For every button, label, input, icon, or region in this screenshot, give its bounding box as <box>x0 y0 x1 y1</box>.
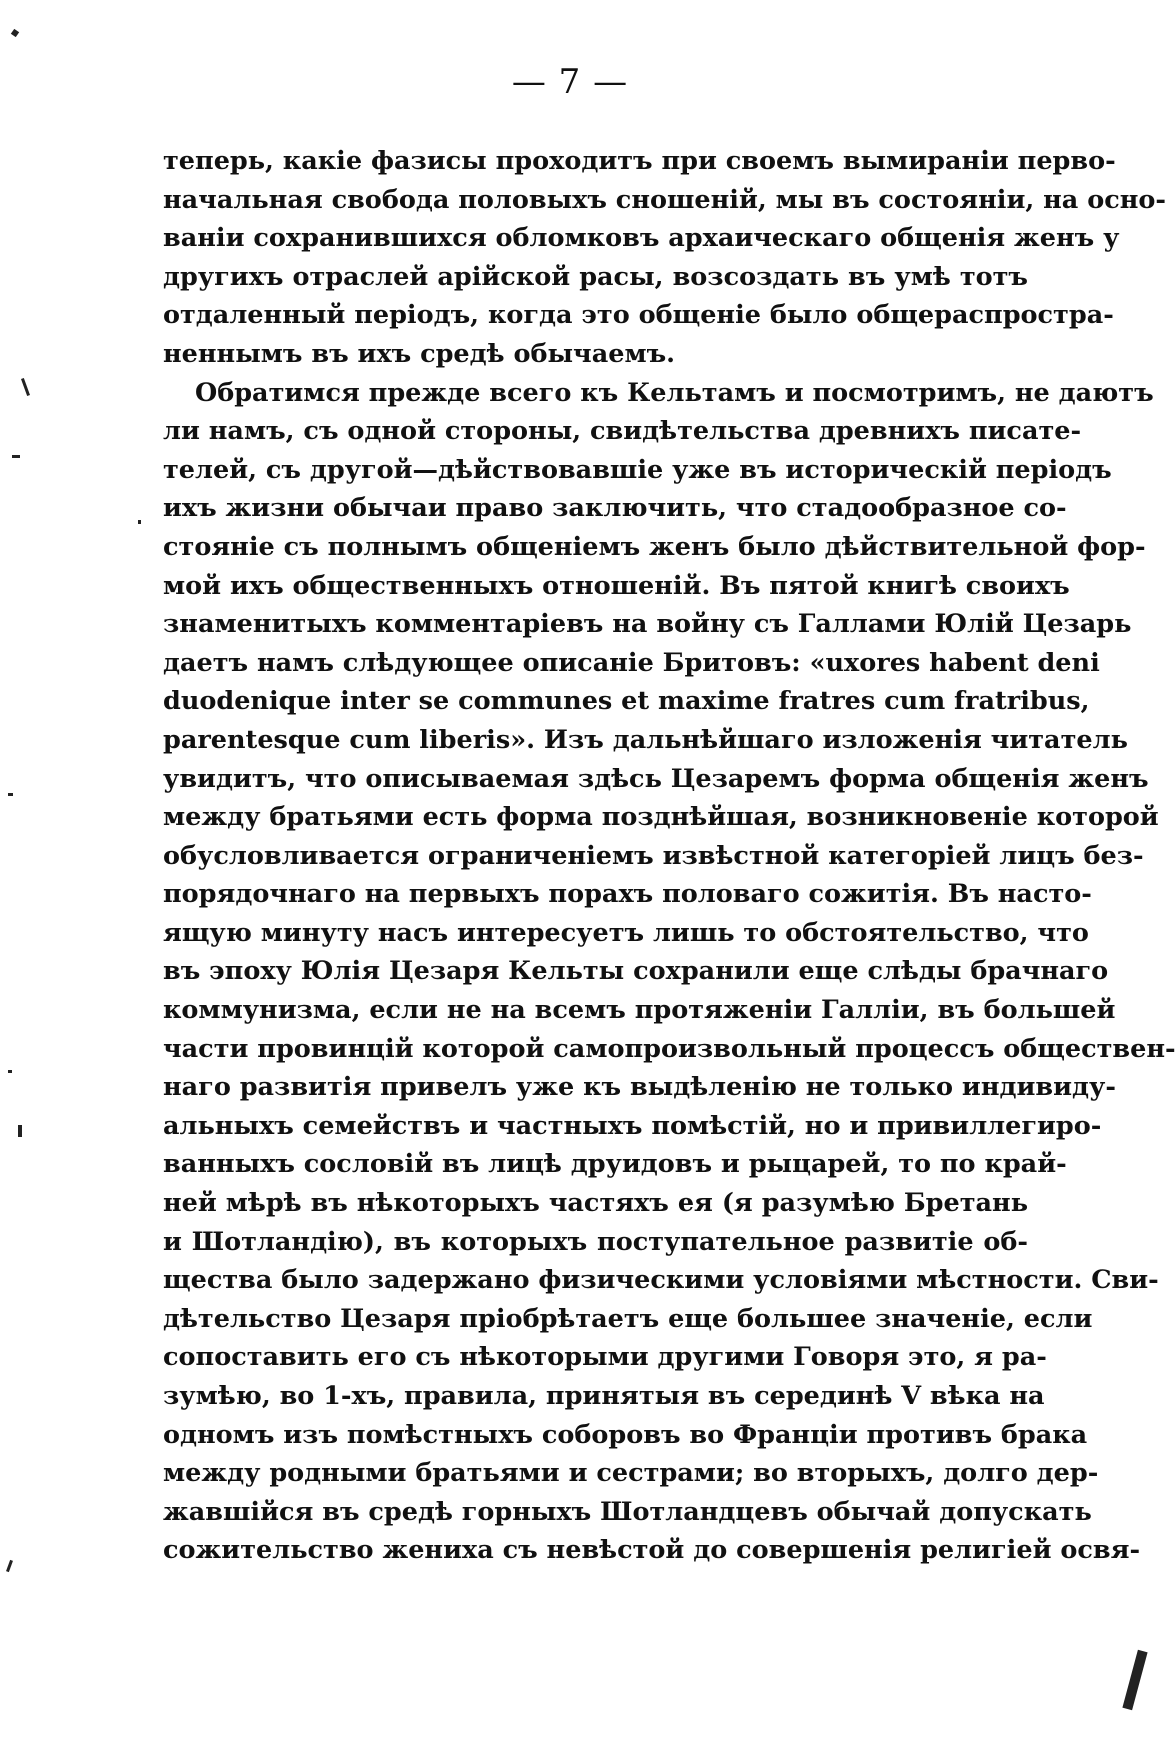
text-line: альныхъ семействъ и частныхъ помѣстій, но и привиллегиро- <box>163 1110 1102 1141</box>
text-line: обусловливается ограниченіемъ извѣстной категоріей лицъ без- <box>163 840 1144 871</box>
text-line: сопоставить его съ нѣкоторыми другими Говоря это, я ра- <box>163 1342 1047 1373</box>
text-line: щества было задержано физическими условіями мѣстности. Сви- <box>163 1265 1159 1296</box>
text-line: Обратимся прежде всего къ Кельтамъ и посмотримъ, не даютъ <box>195 377 1154 408</box>
text-line: даетъ намъ слѣдующее описаніе Бритовъ: «uxores habent deni <box>163 647 1100 678</box>
text-line: телей, съ другой—дѣйствовавшіе уже въ историческій періодъ <box>163 454 1112 485</box>
text-line: жавшійся въ средѣ горныхъ Шотландцевъ обычай допускать <box>163 1496 1092 1527</box>
text-line: увидитъ, что описываемая здѣсь Цезаремъ форма общенія женъ <box>163 763 1149 794</box>
text-line: ваніи сохранившихся обломковъ архаическаго общенія женъ у <box>163 223 1120 254</box>
text-line: parentesque cum liberis». Изъ дальнѣйшаго изложенія читатель <box>163 724 1128 755</box>
scan-speck <box>6 1560 13 1572</box>
body-text <box>163 142 1176 1570</box>
text-line: другихъ отраслей арійской расы, возсоздать въ умѣ тотъ <box>163 261 1028 292</box>
text-line: дѣтельство Цезаря пріобрѣтаетъ еще большее значеніе, если <box>163 1303 1093 1334</box>
text-line: и Шотландію), въ которыхъ поступательное развитіе об- <box>163 1226 1028 1257</box>
text-line: въ эпоху Юлія Цезаря Кельты сохранили еще слѣды брачнаго <box>163 956 1109 987</box>
text-line: стояніе съ полнымъ общеніемъ женъ было дѣйствительной фор- <box>163 531 1146 562</box>
text-line: ванныхъ сословій въ лицѣ друидовъ и рыцарей, то по край- <box>163 1149 1067 1180</box>
scan-speck <box>138 520 141 524</box>
text-line: знаменитыхъ комментаріевъ на войну съ Галлами Юлій Цезарь <box>163 609 1132 640</box>
text-line: сожительство жениха съ невѣстой до совершенія религіей освя- <box>163 1535 1141 1566</box>
text-line: между родными братьями и сестрами; во вторыхъ, долго дер- <box>163 1458 1099 1489</box>
text-line: duodenique inter se communes et maxime fratres cum fratribus, <box>163 686 1090 717</box>
text-line: между братьями есть форма позднѣйшая, возникновеніе которой <box>163 802 1159 833</box>
scan-speck <box>8 1070 12 1073</box>
text-line: ли намъ, съ одной стороны, свидѣтельства древнихъ писате- <box>163 416 1082 447</box>
page-number: — 7 — <box>511 62 629 102</box>
text-line: коммунизма, если не на всемъ протяженіи Галліи, въ большей <box>163 995 1116 1026</box>
scan-speck <box>12 455 20 458</box>
scan-speck <box>11 29 19 37</box>
text-line: наго развитія привелъ уже къ выдѣленію не только индивиду- <box>163 1072 1116 1103</box>
text-line: ихъ жизни обычаи право заключить, что стадообразное со- <box>163 493 1067 524</box>
scan-speck <box>8 793 13 796</box>
text-line: теперь, какіе фазисы проходитъ при своемъ вымираніи перво- <box>163 146 1116 176</box>
text-line: мой ихъ общественныхъ отношеній. Въ пятой книгѣ своихъ <box>163 570 1070 601</box>
paragraph-1 <box>163 142 1166 374</box>
text-line: зумѣю, во 1-хъ, правила, принятыя въ серединѣ V вѣка на <box>163 1381 1045 1411</box>
text-line: ней мѣрѣ въ нѣкоторыхъ частяхъ ея (я разумѣю Бретань <box>163 1188 1028 1219</box>
text-line: начальная свобода половыхъ сношеній, мы въ состояніи, на осно- <box>163 184 1166 215</box>
scan-speck <box>1122 1650 1147 1711</box>
paragraph-2 <box>163 374 1176 1570</box>
text-line: порядочнаго на первыхъ порахъ половаго сожитія. Въ насто- <box>163 879 1092 910</box>
text-line: отдаленный періодъ, когда это общеніе было общераспростра- <box>163 300 1114 331</box>
scan-speck <box>18 1125 22 1137</box>
text-line: неннымъ въ ихъ средѣ обычаемъ. <box>163 338 676 369</box>
scan-speck <box>21 378 30 396</box>
text-line: части провинцій которой самопроизвольный процессъ обществен- <box>163 1033 1176 1064</box>
text-line: ящую минуту насъ интересуетъ лишь то обстоятельство, что <box>163 917 1089 948</box>
text-line: одномъ изъ помѣстныхъ соборовъ во Франціи противъ брака <box>163 1419 1088 1450</box>
